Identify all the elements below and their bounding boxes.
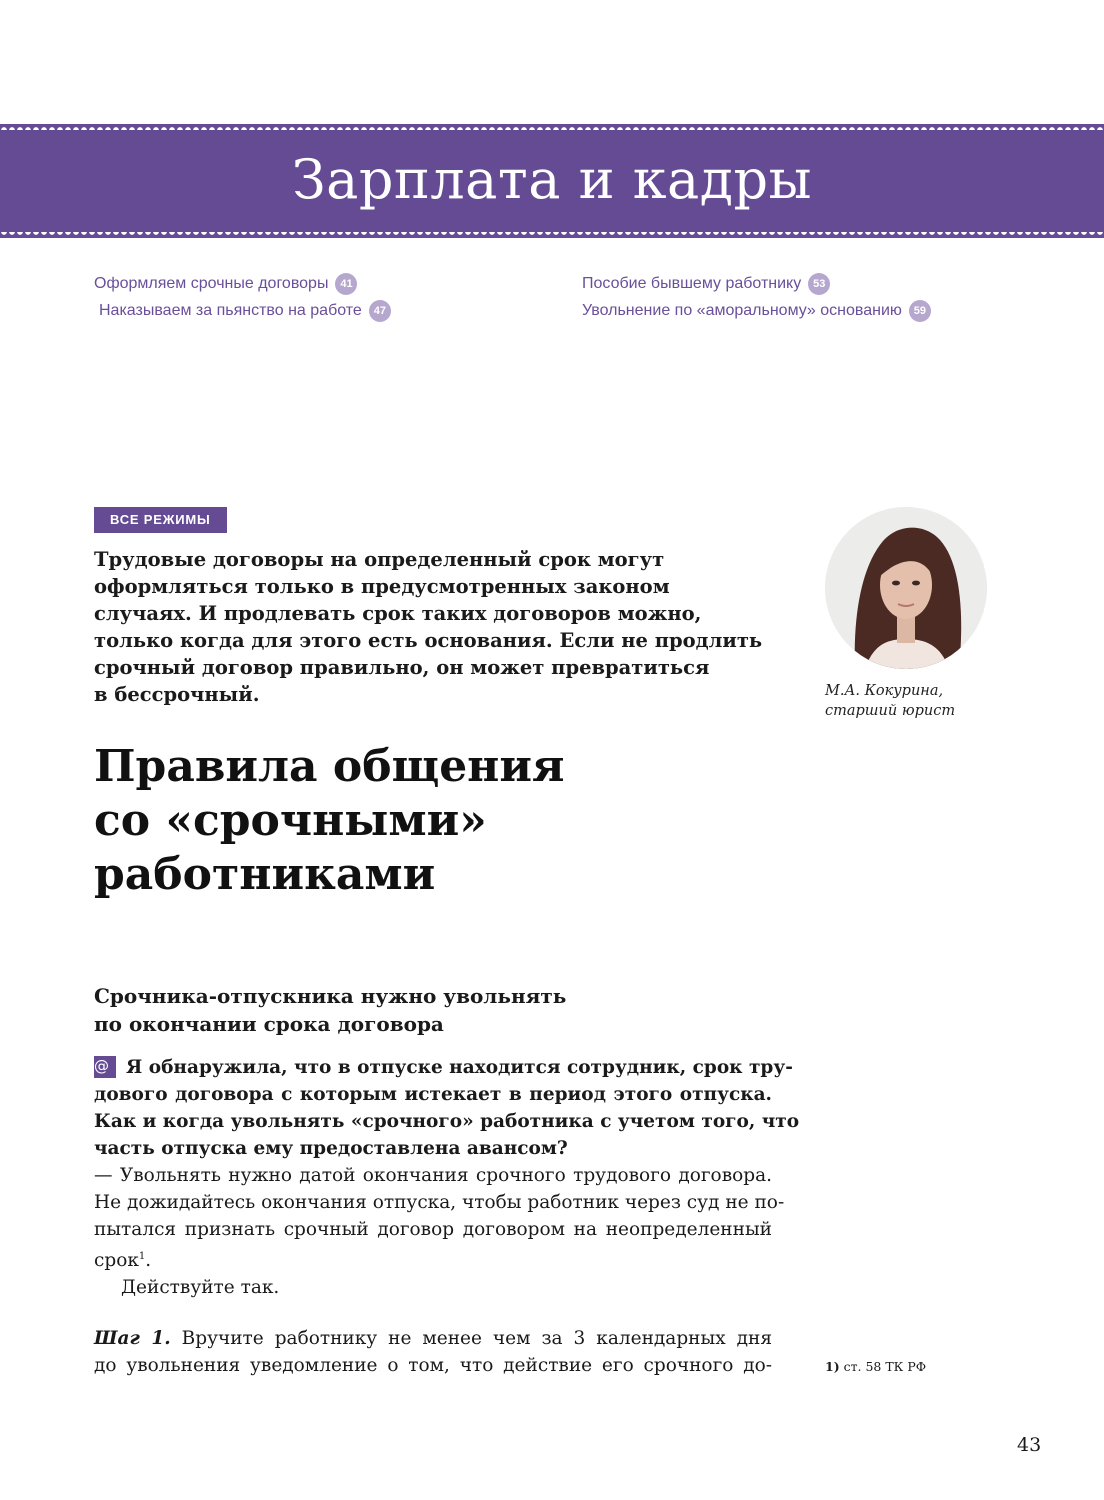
email-at-icon: @ [94, 1056, 116, 1078]
answer-line [94, 1243, 772, 1274]
article-title [94, 740, 565, 902]
question-line: дового договора с которым истекает в период этого отпуска. [94, 1084, 772, 1105]
lead-line: Трудовые договоры на определенный срок могут [94, 548, 665, 571]
toc-item[interactable] [582, 270, 931, 297]
lead-line: оформляться только в предусмотренных законом [94, 575, 670, 598]
answer-line: Не дожидайтесь окончания отпуска, чтобы работник через суд не по- [94, 1192, 785, 1213]
toc-item[interactable] [94, 270, 391, 297]
toc-page-badge: 41 [335, 273, 357, 295]
reader-question [94, 1054, 800, 1162]
answer-line: — Увольнять нужно датой окончания срочного трудового договора. [94, 1165, 772, 1186]
step-text: Вручите работнику не менее чем за 3 календарных дня [170, 1328, 772, 1349]
answer-body [94, 1162, 785, 1301]
toc-item-label[interactable]: Увольнение по «аморальному» основанию [582, 301, 902, 319]
step-line: до увольнения уведомление о том, что действие его срочного до- [94, 1355, 772, 1376]
article-subheading [94, 982, 566, 1038]
question-line: часть отпуска ему предоставлена авансом? [94, 1138, 568, 1159]
banner-scalloped-edge-top [0, 124, 1104, 130]
step-line [94, 1325, 772, 1352]
footnote [825, 1359, 926, 1374]
answer-line: пытался признать срочный договор договором на неопределенный [94, 1219, 772, 1240]
answer-period: . [145, 1250, 152, 1272]
banner-scalloped-edge-bottom [0, 232, 1104, 238]
toc-item-label[interactable]: Пособие бывшему работнику [582, 274, 802, 292]
category-tag: ВСЕ РЕЖИМЫ [94, 507, 227, 533]
question-line: Как и когда увольнять «срочного» работника с учетом того, что [94, 1111, 800, 1132]
step-paragraph [94, 1325, 772, 1379]
lead-line: случаях. И продлевать срок таких договоров можно, [94, 602, 702, 625]
toc-item-label[interactable]: Наказываем за пьянство на работе [99, 301, 362, 319]
title-line: работниками [94, 849, 436, 900]
action-line: Действуйте так. [121, 1277, 280, 1299]
author-name: М.А. Кокурина, [825, 683, 944, 699]
question-line [94, 1054, 793, 1081]
answer-last-word: срок [94, 1250, 139, 1272]
toc-page-badge: 53 [808, 273, 830, 295]
toc-item[interactable] [582, 297, 931, 324]
lead-line: в бессрочный. [94, 683, 260, 706]
toc-right-column [582, 270, 931, 324]
article-lead [94, 546, 774, 708]
page-number: 43 [1017, 1434, 1042, 1456]
step-label: Шаг 1. [94, 1328, 171, 1349]
title-line: со «срочными» [94, 795, 487, 846]
footnote-number: 1) [825, 1359, 840, 1374]
subheading-line: Срочника-отпускника нужно увольнять [94, 984, 567, 1008]
toc-page-badge: 59 [909, 300, 931, 322]
toc-item-label[interactable]: Оформляем срочные договоры [94, 274, 329, 292]
footnote-reference[interactable]: 1 [138, 1251, 146, 1262]
author-position: старший юрист [825, 703, 956, 719]
toc-page-badge: 47 [369, 300, 391, 322]
author-caption [825, 681, 955, 721]
toc-left-column [94, 270, 391, 324]
section-title: Зарплата и кадры [291, 148, 813, 211]
lead-line: только когда для этого есть основания. Если не продлить [94, 629, 763, 652]
subheading-line: по окончании срока договора [94, 1012, 444, 1036]
toc-item[interactable] [94, 297, 391, 324]
question-text: Я обнаружила, что в отпуске находится сотрудник, срок тру- [126, 1057, 793, 1078]
title-line: Правила общения [94, 741, 565, 792]
lead-line: срочный договор правильно, он может превратиться [94, 656, 710, 679]
author-portrait-icon [825, 507, 987, 669]
footnote-text: ст. 58 ТК РФ [839, 1359, 927, 1374]
author-photo [825, 507, 987, 669]
